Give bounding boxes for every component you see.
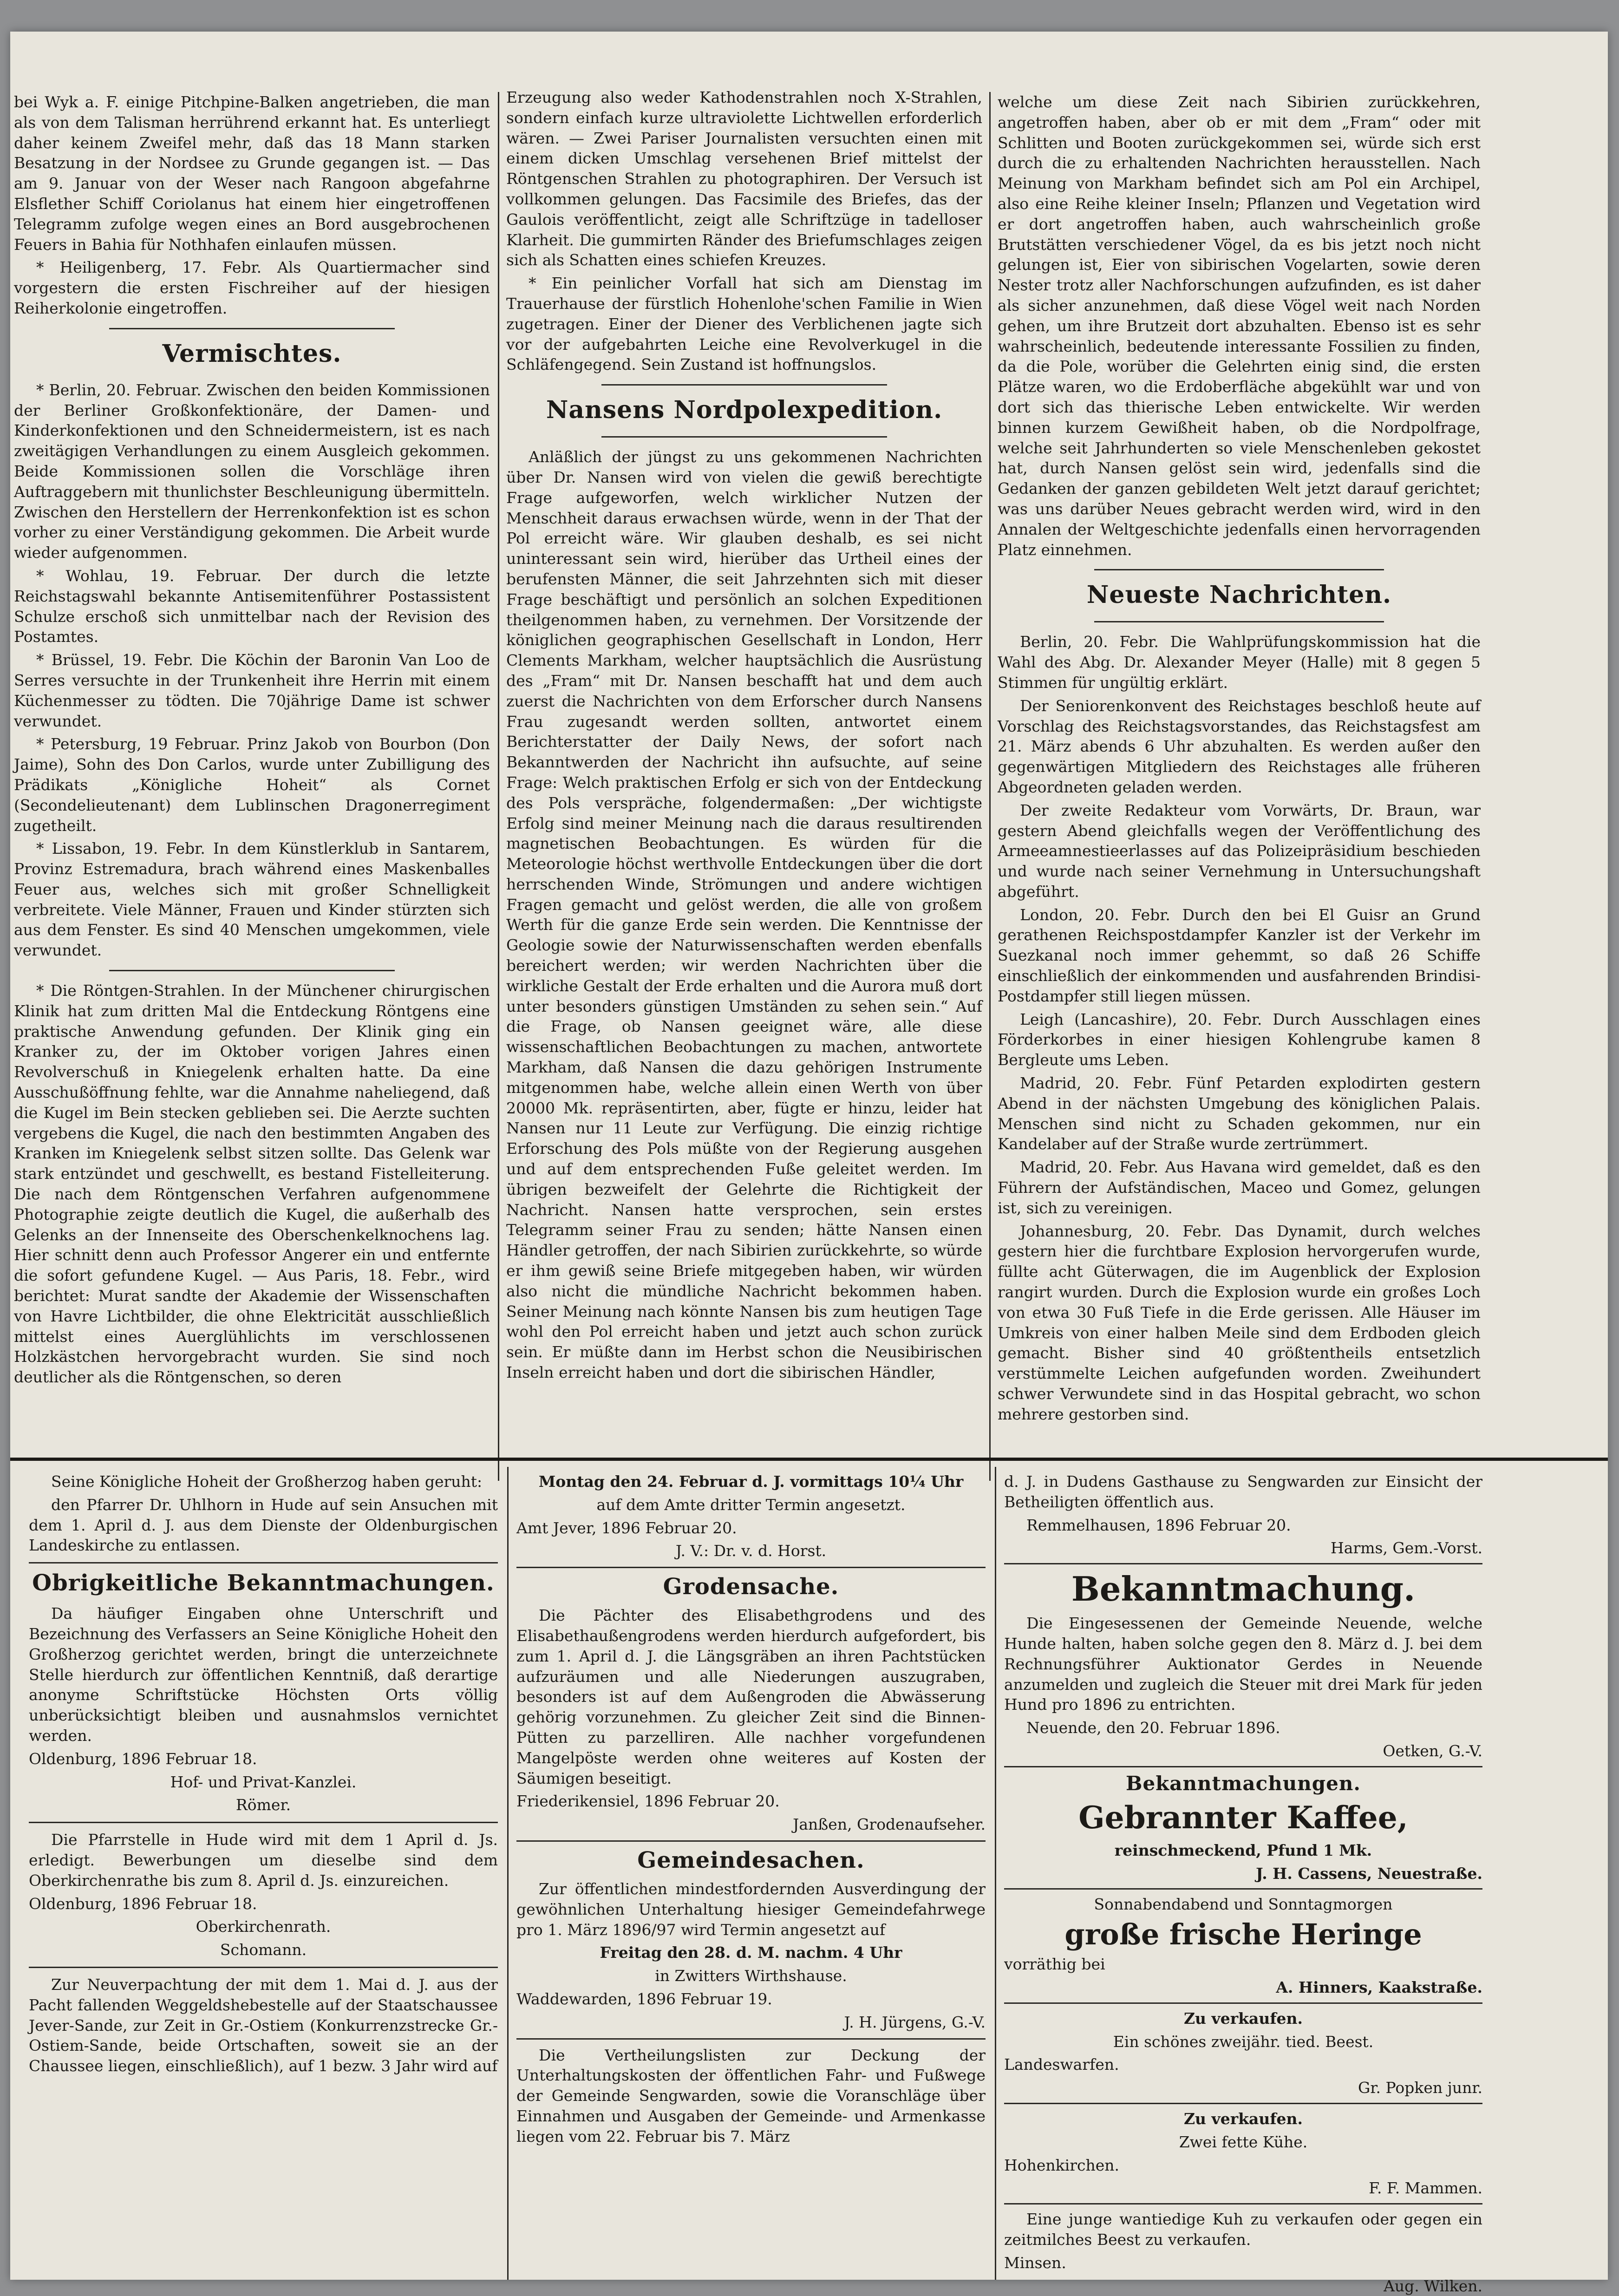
text-block: Oldenburg, 1896 Februar 18. bbox=[29, 1749, 257, 1768]
section-title: Obrigkeitliche Bekanntmachungen. bbox=[32, 1570, 495, 1596]
text-block: Montag den 24. Februar d. J. vormittags 10¼ Uhr bbox=[538, 1472, 964, 1491]
text-block: Leigh (Lancashire), 20. Febr. Durch Ausschlagen eines Förderkorbes in einer hiesigen Kohlengrube kamen 8 Bergleute ums Leben. bbox=[998, 1010, 1481, 1069]
text-block: reinschmeckend, Pfund 1 Mk. bbox=[1114, 1841, 1372, 1859]
column-1 bbox=[14, 92, 490, 1481]
notices-column-2 bbox=[516, 1472, 986, 2261]
text-block: Da häufiger Eingaben ohne Unterschrift und Bezeichnung des Verfassers an Seine Königliche Hoheit den Großherzog gerichtet werden, bringt die unterzeichnete Stelle hierdurch zur öffentlichen Kenntniß, daß derartige anonyme Schriftstücke Höchsten Orts völlig unberücksichtigt bleiben und ausnahmslos vernichtet werden. bbox=[29, 1604, 498, 1745]
divider bbox=[516, 1567, 986, 1568]
divider bbox=[516, 1840, 986, 1842]
text-block: Friederikensiel, 1896 Februar 20. bbox=[516, 1792, 780, 1811]
text-block: Remmelhausen, 1896 Februar 20. bbox=[1026, 1516, 1291, 1534]
text-block: Minsen. bbox=[1004, 2253, 1066, 2272]
text-block: Amt Jever, 1896 Februar 20. bbox=[516, 1518, 737, 1537]
text-block: * Ein peinlicher Vorfall hat sich am Dienstag im Trauerhause der fürstlich Hohenlohe'schen Familie in Wien zugetragen. Einer der Diener des Verblichenen jagte sich vor der aufgebahrten Leiche eine Revolverkugel in die Schläfengegend. Sein Zustand ist hoffnungslos. bbox=[506, 274, 982, 374]
text-block: Der Seniorenkonvent des Reichstages beschloß heute auf Vorschlag des Reichstagsvorstandes, das Reichstagsfest am 21. März abends 6 Uhr abzuhalten. Es werden außer den gegenwärtigen Mitgliedern des Reichstages alle früheren Abgeordneten geladen werden. bbox=[998, 696, 1481, 796]
text-block: Die Vertheilungslisten zur Deckung der Unterhaltungskosten der öffentlichen Fahr- und Fußwege der Gemeinde Sengwarden, sowie die Voranschläge über Einnahmen und Ausgaben der Gemeinde- und Armenkasse liegen vom 22. Februar bis 7. März bbox=[516, 2046, 986, 2146]
text-block: Neuende, den 20. Februar 1896. bbox=[1026, 1719, 1280, 1737]
text-block: Der zweite Redakteur vom Vorwärts, Dr. Braun, war gestern Abend gleichfalls wegen der Veröffentlichung des Armeeamnestieerlasses auf das Polizeipräsidium beschieden und wurde nach seiner Vernehmung in Untersuchungshaft abgeführt. bbox=[998, 801, 1481, 901]
divider bbox=[109, 328, 395, 329]
text-block: Oetken, G.-V. bbox=[1383, 1741, 1482, 1760]
text-block: Sonnabendabend und Sonntagmorgen bbox=[1094, 1895, 1393, 1914]
divider bbox=[1094, 621, 1384, 622]
column-divider bbox=[989, 92, 991, 1481]
text-block: Oldenburg, 1896 Februar 18. bbox=[29, 1894, 257, 1913]
text-block: Die Pfarrstelle in Hude wird mit dem 1 April d. Js. erledigt. Bewerbungen um dieselbe sind dem Oberkirchenrathe bis zum 8. April d. Js. einzureichen. bbox=[29, 1831, 498, 1890]
text-block: Zu verkaufen. bbox=[1183, 2109, 1303, 2128]
text-block: * Heiligenberg, 17. Febr. Als Quartiermacher sind vorgestern die ersten Fischreiher auf der hiesigen Reiherkolonie eingetroffen. bbox=[14, 258, 490, 317]
section-title: Neueste Nachrichten. bbox=[1086, 581, 1392, 609]
newspaper-page bbox=[10, 32, 1608, 2295]
text-block: Waddewarden, 1896 Februar 19. bbox=[516, 1989, 772, 2008]
section-title: Grodensache. bbox=[663, 1574, 839, 1600]
text-block: Madrid, 20. Febr. Fünf Petarden explodirten gestern Abend in der nächsten Umgebung des königlichen Palais. Menschen sind nicht zu Schaden gekommen, nur ein Kandelaber auf der Straße wurde zertrümmert. bbox=[998, 1074, 1481, 1153]
divider bbox=[29, 1562, 498, 1563]
ad-heading: große frische Heringe bbox=[1064, 1917, 1422, 1952]
ad-heading: Gebrannter Kaffee, bbox=[1078, 1799, 1408, 1836]
divider bbox=[601, 436, 887, 438]
divider bbox=[1004, 1888, 1482, 1890]
divider bbox=[29, 1967, 498, 1968]
text-block: Berlin, 20. Febr. Die Wahlprüfungskommission hat die Wahl des Abg. Dr. Alexander Meyer (Halle) mit 8 gegen 5 Stimmen für ungültig erklärt. bbox=[998, 633, 1481, 692]
text-block: d. J. in Dudens Gasthause zu Sengwarden zur Einsicht der Betheiligten öffentlich aus. bbox=[1004, 1472, 1482, 1511]
text-block: A. Hinners, Kaakstraße. bbox=[1276, 1978, 1482, 1996]
text-block: J. H. Jürgens, G.-V. bbox=[844, 2013, 986, 2031]
divider bbox=[1004, 1766, 1482, 1767]
divider bbox=[1004, 1563, 1482, 1564]
divider bbox=[601, 384, 887, 386]
text-block: Freitag den 28. d. M. nachm. 4 Uhr bbox=[600, 1943, 902, 1962]
text-block: J. V.: Dr. v. d. Horst. bbox=[675, 1542, 827, 1560]
divider bbox=[1094, 569, 1384, 570]
text-block: F. F. Mammen. bbox=[1369, 2179, 1482, 2198]
text-block: auf dem Amte dritter Termin angesetzt. bbox=[596, 1495, 906, 1514]
text-block: * Lissabon, 19. Febr. In dem Künstlerklub in Santarem, Provinz Estremadura, brach während eines Maskenballes Feuer aus, welches sich mit großer Schnelligkeit verbreitete. Viele Männer, Frauen und Kinder stürzten sich aus dem Fenster. Es sind 40 Menschen umgekommen, viele verwundet. bbox=[14, 839, 490, 960]
text-block: Madrid, 20. Febr. Aus Havana wird gemeldet, daß es den Führern der Aufständischen, Maceo und Gomez, gelungen ist, sich zu vereinigen. bbox=[998, 1158, 1481, 1217]
text-block: in Zwitters Wirthshause. bbox=[655, 1967, 847, 1985]
divider bbox=[1004, 2103, 1482, 2104]
notices-column-1 bbox=[29, 1472, 498, 2261]
column-divider bbox=[507, 1467, 509, 2280]
section-separator bbox=[10, 1458, 1608, 1461]
text-block: Erzeugung also weder Kathodenstrahlen noch X-Strahlen, sondern einfach kurze ultraviolette Lichtwellen erforderlich wären. — Zwei Pariser Journalisten versuchten einen mit einem dicken Umschlag versehenen Brief mittelst der Röntgenschen Strahlen zu photographiren. Der Versuch ist vollkommen gelungen. Das Facsimile des Briefes, das der Gaulois veröffentlicht, zeigt alle Schriftzüge in tadelloser Klarheit. Die gummirten Ränder des Briefumschlages zeigen sich als Schatten eines schiefen Kreuzes. bbox=[506, 88, 982, 269]
text-block: London, 20. Febr. Durch den bei El Guisr an Grund gerathenen Reichspostdampfer Kanzler ist der Verkehr im Suezkanal noch immer gehemmt, so daß 26 Schiffe einschließlich der einkommenden und ausfahrenden Brindisi-Postdampfer still liegen müssen. bbox=[998, 905, 1481, 1005]
text-block: Gr. Popken junr. bbox=[1358, 2079, 1482, 2097]
text-block: Zur öffentlichen mindestfordernden Ausverdingung der gewöhnlichen Unterhaltung hiesiger Gemeindefahrwege pro 1. März 1896/97 wird Termin angesetzt auf bbox=[516, 1879, 986, 1939]
text-block: Harms, Gem.-Vorst. bbox=[1331, 1539, 1482, 1557]
text-block: Zur Neuverpachtung der mit dem 1. Mai d. J. aus der Pacht fallenden Weggeldshebestelle auf der Staatschaussee Jever-Sande, zur Zeit in Gr.-Ostiem (Konkurrenzstrecke Gr.-Ostiem-Sande, beide Ortschaften, soweit sie an der Chaussee liegen, einschließlich), auf 1 bezw. 3 Jahr wird auf bbox=[29, 1975, 498, 2075]
column-2 bbox=[506, 87, 982, 1481]
text-block: Römer. bbox=[235, 1796, 291, 1814]
text-block: Ein schönes zweijähr. tied. Beest. bbox=[1113, 2032, 1374, 2051]
divider bbox=[29, 1822, 498, 1823]
text-block: Landeswarfen. bbox=[1004, 2055, 1119, 2074]
text-block: Aug. Wilken. bbox=[1384, 2276, 1482, 2295]
column-divider bbox=[995, 1467, 996, 2280]
text-block: Die Pächter des Elisabethgrodens und des Elisabethaußengrodens werden hierdurch aufgefordert, bis zum 1. April d. J. die Längsgräben an ihren Pachtstücken aufzuräumen und alle Niederungen auszugraben, besonders ist auf dem Außengroden die Abwässerung gehörig vorzunehmen. Zu gleicher Zeit sind die Binnen-Pütten zu parzelliren. Alle nachher vorgefundenen Mangelpöste werden ohne weiteres auf Kosten der Säumigen beseitigt. bbox=[516, 1606, 986, 1787]
text-block: welche um diese Zeit nach Sibirien zurückkehren, angetroffen haben, aber ob er mit dem „Fram“ oder mit Schlitten und Booten zurückgekommen sei, würde sich erst durch die zu erhaltenden Nachrichten herausstellen. Nach Meinung von Markham befindet sich am Pol ein Archipel, also eine Reihe kleiner Inseln; Pflanzen und Vegetation wird er dort angetroffen haben, auch wahrscheinlich große Brutstätten verschiedener Vögel, da es bis jetzt noch nicht gelungen ist, Eier von sibirischen Vogelarten, sowie deren Nester trotz aller Nachforschungen aufzufinden, es ist daher als sicher anzunehmen, daß diese Vögel weit nach Norden gehen, um ihre Brutzeit dort abzuhalten. Ebenso ist es sehr wahrscheinlich, bedeutende interessante Fossilien zu finden, da die Pole, worüber die Gelehrten einig sind, die ersten Plätze waren, wo die Erdoberfläche abgekühlt war und von dort sich das thierische Leben entwickelte. Wir werden binnen kurzem Gewißheit haben, ob die Nordpolfrage, welche seit Jahrhunderten so viele Menschenleben gekostet hat, durch Nansen gelöst sein wird, jedenfalls sind die Gedanken der ganzen gebildeten Welt jetzt darauf gerichtet; was uns darüber Neues gebracht werden wird, wird in den Annalen der Weltgeschichte jedenfalls einen hervorragenden Platz einnehmen. bbox=[998, 93, 1481, 559]
text-block: * Wohlau, 19. Februar. Der durch die letzte Reichstagswahl bekannte Antisemitenführer Postassistent Schulze erschoß sich unmittelbar nach der Revision des Postamtes. bbox=[14, 566, 490, 646]
divider bbox=[109, 970, 395, 971]
notices-column-3 bbox=[1004, 1472, 1482, 2295]
divider bbox=[1004, 2203, 1482, 2204]
text-block: den Pfarrer Dr. Uhlhorn in Hude auf sein Ansuchen mit dem 1. April d. J. aus dem Dienste der Oldenburgischen Landeskirche zu entlassen. bbox=[29, 1495, 498, 1555]
text-block: Zwei fette Kühe. bbox=[1179, 2132, 1308, 2151]
text-block: Zu verkaufen. bbox=[1183, 2009, 1303, 2028]
text-block: Janßen, Grodenaufseher. bbox=[793, 1815, 986, 1834]
section-title: Nansens Nordpolexpedition. bbox=[546, 396, 943, 425]
text-block: vorräthig bei bbox=[1004, 1955, 1105, 1974]
ad-heading: Bekanntmachung. bbox=[1071, 1569, 1416, 1609]
section-title: Bekanntmachungen. bbox=[1125, 1772, 1361, 1795]
text-block: Hohenkirchen. bbox=[1004, 2156, 1120, 2174]
text-block: * Berlin, 20. Februar. Zwischen den beiden Kommissionen der Berliner Großkonfektionäre, der Damen- und Kinderkonfektionen und den Schneidermeistern, ist es nach zweitägigen Verhandlungen zu einem Ausgleich gekommen. Beide Kommissionen sollen die Vorschläge ihren Auftraggebern mit thunlichster Beschleunigung übermitteln. Zwischen den Herstellern der Herrenkonfektion ist es schon vorher zu einer Verständigung gekommen. Die Arbeit wurde wieder aufgenommen. bbox=[14, 380, 490, 562]
text-block: Schomann. bbox=[220, 1941, 307, 1959]
text-block: * Die Röntgen-Strahlen. In der Münchener chirurgischen Klinik hat zum dritten Mal die Entdeckung Röntgens eine praktische Anwendung gefunden. Der Klinik ging ein Kranker zu, der im Oktober vorigen Jahres einen Revolverschuß in Kniegelenk erhalten hatte. Da eine Ausschußöffnung fehlte, war die Annahme naheliegend, daß die Kugel im Bein stecken geblieben sei. Die Aerzte suchten vergebens die Kugel, die nach den bestimmten Angaben des Kranken im Kniegelenk selbst sitzen sollte. Das Gelenk war stark entzündet und geschwellt, es bestand Fistelleiterung. Die nach dem Röntgenschen Verfahren aufgenommene Photographie zeigte deutlich die Kugel, die außerhalb des Gelenks an der Innenseite des Oberschenkelknochens lag. Hier schnitt denn auch Professor Angerer ein und entfernte die sofort gefundene Kugel. — Aus Paris, 18. Febr., wird berichtet: Murat sandte der Akademie der Wissenschaften von Havre Lichtbilder, die ohne Elektricität ausschließlich mittelst eines Auerglühlichts im verschlossenen Holzkästchen hervorgebracht wurden. Sie sind noch deutlicher als die Röntgenschen, so deren bbox=[14, 981, 490, 1387]
text-block: Hof- und Privat-Kanzlei. bbox=[170, 1773, 357, 1791]
divider bbox=[1004, 2002, 1482, 2004]
text-block: Eine junge wantiedige Kuh zu verkaufen oder gegen ein zeitmilches Beest zu verkaufen. bbox=[1004, 2210, 1482, 2249]
text-block: J. H. Cassens, Neuestraße. bbox=[1256, 1864, 1482, 1883]
text-block: Anläßlich der jüngst zu uns gekommenen Nachrichten über Dr. Nansen wird von vielen die gewiß berechtigte Frage aufgeworfen, welch wirklicher Nutzen der Menschheit daraus erwachsen würde, wenn in der That der Pol erreicht wäre. Wir glauben deshalb, es sei nicht uninteressant sein wird, hierüber das Urtheil eines der berufensten Männer, die seit Jahrzehnten sich mit dieser Frage beschäftigt und persönlich an solchen Expeditionen theilgenommen haben, zu vernehmen. Der Vorsitzende der königlichen geographischen Gesellschaft in London, Herr Clements Markham, welcher hauptsächlich die Ausrüstung des „Fram“ mit Dr. Nansen beschafft hat und dem auch zuerst die Nachrichten von dem Erforscher durch Nansens Frau zugesandt werden sollten, antwortet einem Berichterstatter der Daily News, der sofort nach Bekanntwerden der Nachricht ihn aufsuchte, auf seine Frage: Welch praktischen Erfolg er sich von der Entdeckung des Pols verspräche, folgendermaßen: „Der wichtigste Erfolg sind meiner Meinung nach die daraus resultirenden magnetischen Beobachtungen. Es würden für die Meteorologie höchst werthvolle Entdeckungen über die dort herrschenden Winde, Strömungen und andere wichtigen Fragen gemacht und gelöst werden, die alle von großem Werth für die ganze Erde sein werden. Die Kenntnisse der Geologie sowie der Naturwissenschaften werden ebenfalls bereichert werden; wir werden Nachrichten über die wirkliche Gestalt der Erde erhalten und die Aurora muß dort unter besonders günstigen Umständen zu sehen sein.“ Auf die Frage, ob Nansen geeignet wäre, alle diese wissenschaftlichen Beobachtungen zu machen, antwortete Markham, daß Nansen die dazu gehörigen Instrumente mitgenommen habe, welche allein einen Werth von über 20000 Mk. repräsentirten, aber, fügte er hinzu, leider hat Nansen nur 11 Leute zur Verfügung. Die einzig richtige Erforschung des Pols müßte von der Regierung ausgehen und auf dem entsprechenden Fuße geleitet werden. Im übrigen bezweifelt der Gelehrte die Richtigkeit der Nachricht. Nansen hatte versprochen, sein erstes Telegramm seiner Frau zu senden; hätte Nansen einen Händler getroffen, der nach Sibirien zurückkehrte, so würde er ihm gewiß seine Briefe mitgegeben haben, wir würden also nicht die mündliche Nachricht bekommen haben. Seiner Meinung nach könnte Nansen bis zum heutigen Tage wohl den Pol erreicht haben und jetzt auch schon zurück sein. Er müßte dann im Herbst schon die Neusibirischen Inseln erreicht haben und dort die sibirischen Händler, bbox=[506, 448, 982, 1382]
text-block: * Brüssel, 19. Febr. Die Köchin der Baronin Van Loo de Serres versuchte in der Trunkenheit ihre Herrin mit einem Küchenmesser zu tödten. Die 70jährige Dame ist schwer verwundet. bbox=[14, 651, 490, 730]
text-block: Oberkirchenrath. bbox=[196, 1917, 331, 1936]
text-block: Seine Königliche Hoheit der Großherzog haben geruht: bbox=[51, 1472, 483, 1491]
text-block: * Petersburg, 19 Februar. Prinz Jakob von Bourbon (Don Jaime), Sohn des Don Carlos, wurde unter Zubilligung des Prädikats „Königliche Hoheit“ als Cornet (Secondelieutenant) dem Lublinschen Dragonerregiment zugetheilt. bbox=[14, 735, 490, 835]
divider bbox=[516, 2038, 986, 2040]
text-block: Die Eingesessenen der Gemeinde Neuende, welche Hunde halten, haben solche gegen den 8. März d. J. bei dem Rechnungsführer Auktionator Gerdes in Neuende anzumelden und zugleich die Steuer mit drei Mark für jeden Hund pro 1896 zu entrichten. bbox=[1004, 1614, 1482, 1714]
column-divider bbox=[498, 92, 499, 1481]
text-block: bei Wyk a. F. einige Pitchpine-Balken angetrieben, die man als von dem Talisman herrührend erkannt hat. Es unterliegt daher keinem Zweifel mehr, daß das 18 Mann starken Besatzung in der Nordsee zu Grunde gegangen ist. — Das am 9. Januar von der Weser nach Rangoon abgefahrne Elsflether Schiff Coriolanus hat einem hier eingetroffenen Telegramm zufolge wegen eines an Bord ausgebrochenen Feuers in Bahia für Nothhafen einlaufen müssen. bbox=[14, 93, 490, 254]
section-title: Vermischtes. bbox=[162, 339, 342, 368]
section-title: Gemeindesachen. bbox=[637, 1847, 865, 1873]
column-3 bbox=[998, 92, 1481, 1481]
text-block: Johannesburg, 20. Febr. Das Dynamit, durch welches gestern hier die furchtbare Explosion hervorgerufen wurde, füllte acht Güterwagen, die im Augenblick der Explosion rangirt wurden. Durch die Explosion wurde ein großes Loch von etwa 30 Fuß Tiefe in die Erde gerissen. Alle Häuser im Umkreis von einer halben Meile sind dem Erdboden gleich gemacht. Bisher sind 40 größtentheils entsetzlich verstümmelte Leichen aufgefunden worden. Zweihundert schwer Verwundete sind in das Hospital gebracht, wo schon mehrere gestorben sind. bbox=[998, 1222, 1481, 1423]
